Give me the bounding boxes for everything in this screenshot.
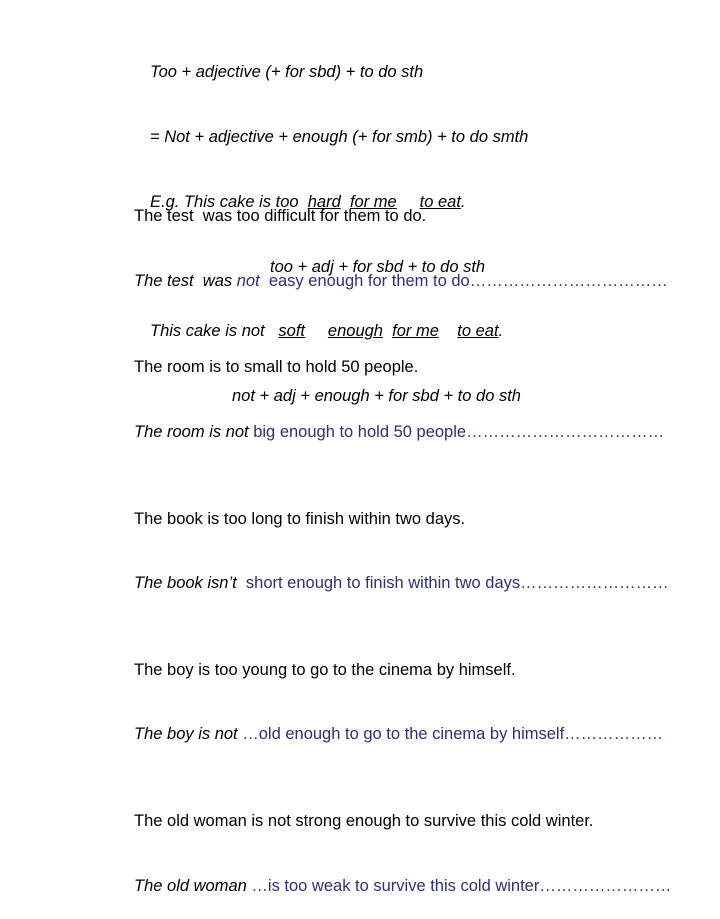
example-too-structure: too + adj + for sbd + to do sth [270,257,486,276]
exercise-answer: …old enough to go to the cinema by himself……………… [242,725,664,744]
exercise-rewrite: The book isn’t short enough to finish within two days……………………… [134,574,669,593]
exercise-list [134,163,671,919]
example-not-enough-structure: not + adj + enough + for sbd + to do sth [232,387,521,406]
rule-too-pattern: Too + adjective (+ for sbd) + to do sth [150,63,424,82]
exercise-sentence: The old woman is not strong enough to survive this cold winter. [134,811,594,830]
exercise-sentence: The room is to small to hold 50 people. [134,358,419,377]
exercise-rewrite: The boy is not …old enough to go to the cinema by himself……………… [134,725,664,744]
example-too-prefix: E.g. This cake is too [150,192,308,211]
exercise-sentence: The book is too long to finish within two days. [134,509,466,528]
exercise-sentence: The boy is too young to go to the cinema by himself. [134,660,516,679]
exercise-answer: big enough to hold 50 people……………………………… [253,423,665,442]
example-not-adjective: soft [278,322,305,341]
exercise-answer: easy enough for them to do……………………………… [259,271,668,290]
exercise-answer: …is too weak to survive this cold winter…………………… [251,876,672,895]
example-too-for-phrase: for me [349,192,397,211]
example-not-prefix: This cake is not [150,322,279,341]
rule-not-enough-pattern: = Not + adjective + enough (+ for smb) + to do smth [150,127,529,146]
example-not-for-phrase: for me [392,322,439,341]
example-not-enough-sentence: This cake is not soft enough for me to eat. [150,322,504,341]
exercise-sentence: The test was too difficult for them to do. [134,207,427,226]
exercise-rewrite: The old woman …is too weak to survive this cold winter…………………… [134,876,672,895]
example-not-enough-word: enough [327,322,383,341]
example-too-adjective: hard [307,192,341,211]
exercise-rewrite: The test was not easy enough for them to do……………………………… [134,271,668,290]
exercise-answer: short enough to finish within two days……………………… [241,574,669,593]
example-too-sentence: E.g. This cake is too hard for me to eat. [150,192,466,211]
example-not-infinitive: to eat [457,322,499,341]
exercise-rewrite: The room is not big enough to hold 50 people……………………………… [134,423,665,442]
example-too-infinitive: to eat [419,192,461,211]
